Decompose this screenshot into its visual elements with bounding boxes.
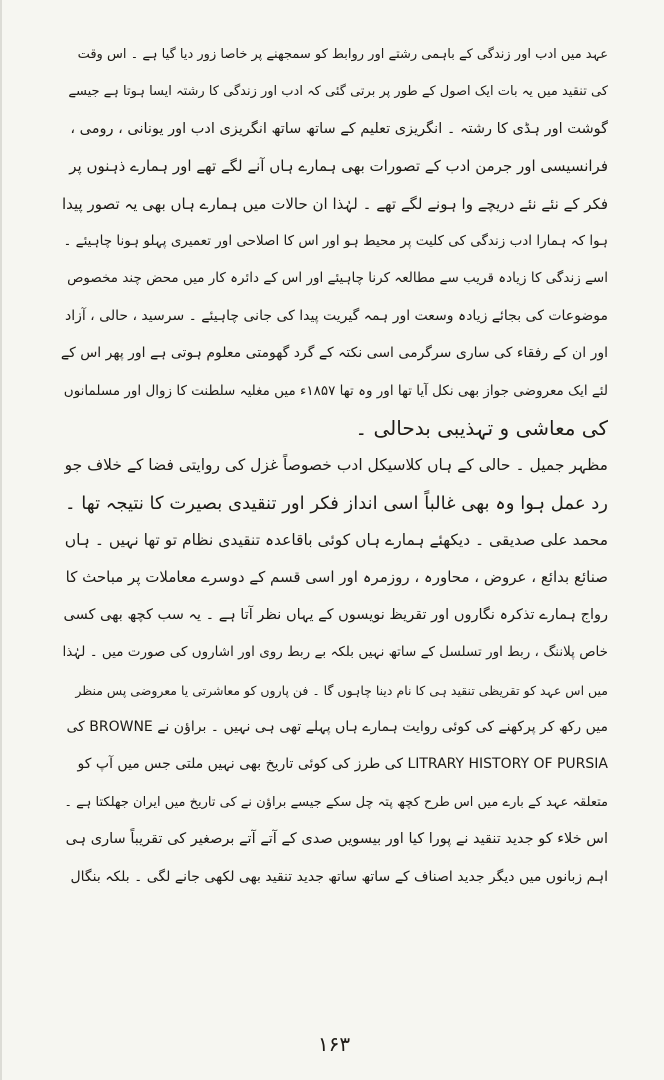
text-line: خاص پلاننگ ، ربط اور تسلسل کے ساتھ نہیں بلکہ بے ربط روی اور اشاروں کی صورت میں ۔ لہٰذا: [62, 644, 608, 661]
text-line: کی تنقید میں یہ بات ایک اصول کے طور پر برتی گئی کہ ادب اور زندگی کا رشتہ ایسا ہوتا ہے جیسے: [68, 84, 608, 100]
text-line: رواج ہمارے تذکرہ نگاروں اور تقریظ نویسوں کے یہاں نظر آتا ہے ۔ یہ سب کچھ بھی کسی: [63, 606, 608, 623]
body-text: [60, 36, 608, 896]
text-line: رد عمل ہوا وہ بھی غالباً اسی انداز فکر اور تنقیدی بصیرت کا نتیجہ تھا ۔: [65, 492, 608, 514]
speaker-line-mazhar-jameel: مظہر جمیل ۔ حالی کے ہاں کلاسیکل ادب خصوصاً غزل کی روایتی فضا کے خلاف جو: [64, 456, 608, 475]
text-line: اسے زندگی کا زیادہ قریب سے مطالعہ کرنا چاہیئے اور اس کے دائرہ کار میں محض چند مخصوص: [67, 270, 608, 287]
text-line: اس خلاء کو جدید تنقید نے پورا کیا اور بیسویں صدی کے آتے آتے برصغیر کی تقریباً ساری ہی: [65, 831, 608, 848]
text-line: لئے ایک معروضی جواز بھی نکل آیا تھا اور وہ تھا ۱۸۵۷ء میں مغلیہ سلطنت کا زوال اور مسلمانوں: [63, 382, 608, 399]
text-line: کی معاشی و تہذیبی بدحالی ۔: [355, 415, 608, 440]
text-line: فرانسیسی اور جرمن ادب کے تصورات بھی ہمارے ہاں آنے لگے تھے اور ہمارے ذہنوں پر: [69, 157, 608, 176]
text-line: میں اس عہد کو تقریظی تنقید ہی کا نام دینا چاہوں گا ۔ فن پاروں کو معاشرتی یا معروضی پس منظر: [75, 682, 608, 698]
text-line: متعلقہ عہد کے بارے میں اس طرح کچھ پتہ چل سکے جیسے براؤن نے کی تاریخ میں ایران جھلکتا ہے ۔: [64, 794, 608, 810]
text-line: گوشت اور ہڈی کا رشتہ ۔ انگریزی تعلیم کے ساتھ ساتھ انگریزی ادب اور یونانی ، رومی ،: [70, 120, 608, 137]
page-number: ۱۶۳: [317, 1032, 351, 1056]
text-line: صنائع بدائع ، عروض ، محاورہ ، روزمرہ اور اسی قسم کے دوسرے معاملات پر مباحث کا: [65, 568, 608, 587]
text-line: فکر کے نئے نئے دریچے وا ہونے لگے تھے ۔ لہٰذا ان حالات میں ہمارے ہاں بھی یہ تصور پیدا: [61, 194, 608, 213]
text-line: موضوعات کی بجائے زیادہ وسعت اور ہمہ گیریت پیدا کی جانی چاہیئے ۔ سرسید ، حالی ، آزاد: [64, 307, 608, 324]
text-line: ہوا کہ ہمارا ادب زندگی کی کلیت پر محیط ہو اور اس کا اصلاحی اور تعمیری پہلو ہونا چاہیئے ۔: [63, 232, 608, 249]
text-line: LITRARY HISTORY OF PURSIA کی طرز کی کوئی تاریخ بھی نہیں ملتی جس میں آپ کو: [77, 756, 608, 773]
text-line: میں رکھ کر پرکھنے کی کوئی روایت ہمارے ہاں پہلے تھی ہی نہیں ۔ براؤن نے BROWNE کی: [66, 719, 608, 736]
speaker-line-muhammad-ali-siddiqui: محمد علی صدیقی ۔ دیکھئے ہمارے ہاں کوئی باقاعدہ تنقیدی نظام تو تھا نہیں ۔ ہاں: [64, 531, 608, 550]
text-line: عہد میں ادب اور زندگی کے باہمی رشتے اور روابط کو سمجھنے پر خاصا زور دیا گیا ہے ۔ اس وقت: [77, 47, 608, 62]
text-line: اہم زبانوں میں دیگر جدید اصناف کے ساتھ ساتھ جدید تنقید بھی لکھی جانے لگی ۔ بلکہ بنگال: [70, 868, 608, 885]
text-line: اور ان کے رفقاء کی ساری سرگرمی اسی نکتہ کے گرد گھومتی معلوم ہوتی ہے اور پھر اس کے: [60, 345, 608, 362]
